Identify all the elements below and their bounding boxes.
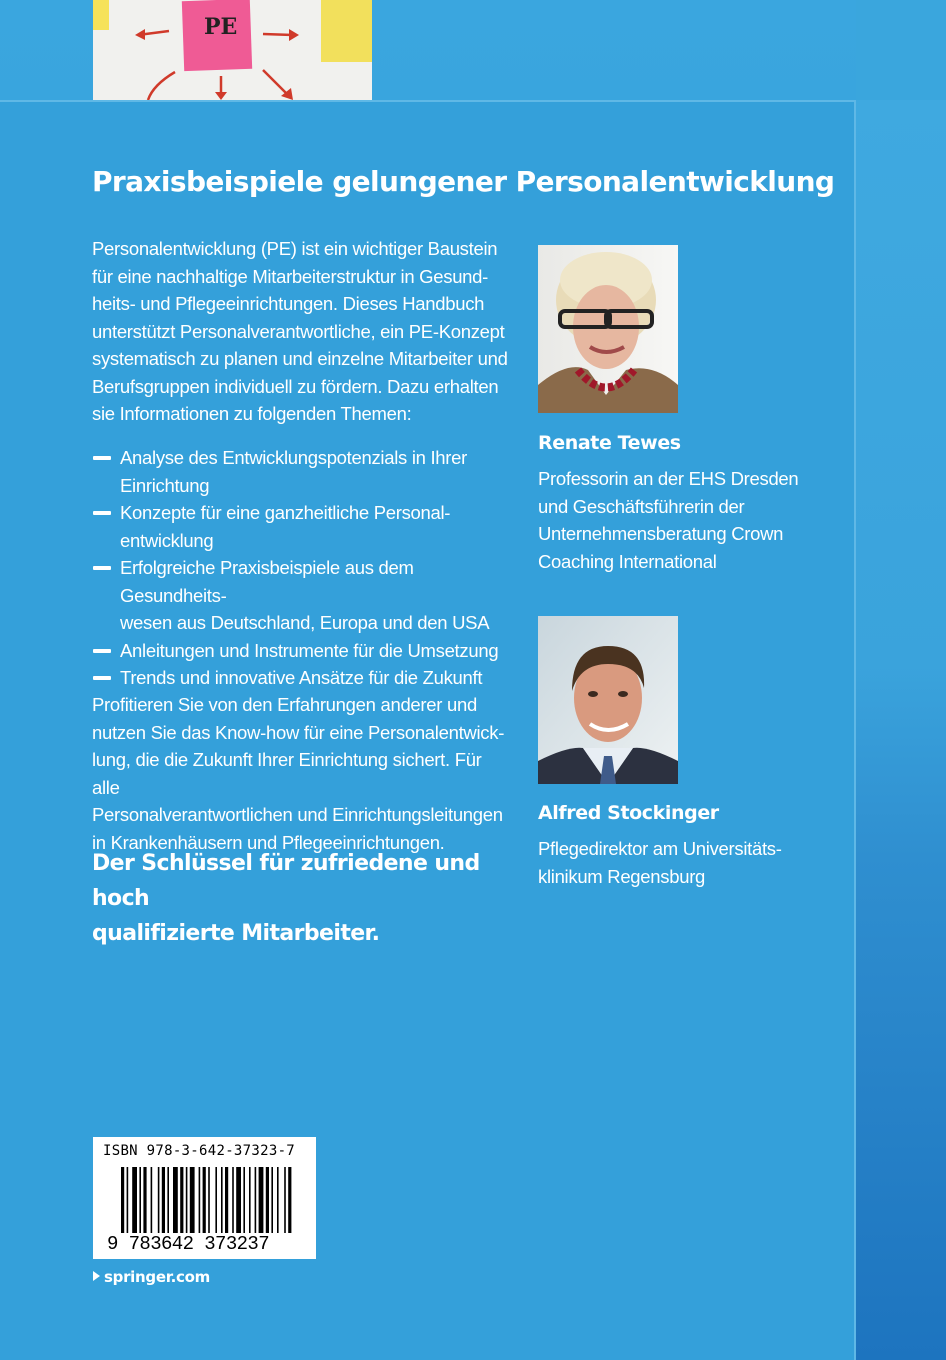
author-photo-renate-tewes [538,245,678,413]
outro-line: nutzen Sie das Know-how für eine Personalentwick- [92,721,505,743]
topic-line: wesen aus Deutschland, Europa und den USA [120,612,490,633]
author-desc-line: und Geschäftsführerin der [538,495,745,517]
author-desc-line: klinikum Regensburg [538,865,706,887]
outro-line: Personalverantwortlichen und Einrichtungsleitungen [92,804,503,825]
topic-line: Anleitungen und Instrumente für die Umsetzung [120,639,499,661]
cover-note-label: PE [204,14,238,40]
publisher-url: springer.com [104,1268,210,1286]
intro-line: sie Informationen zu folgenden Themen: [92,403,412,424]
background-band [856,100,946,1360]
topic-line: Trends und innovative Ansätze für die Zukunft [120,667,483,688]
cover-photo [93,0,372,100]
topic-line: Analyse des Entwicklungspotenzials in Ihrer [120,447,468,468]
dash-bullet-icon [93,566,111,570]
topic-line: Einrichtung [120,474,210,496]
tagline [92,846,532,951]
author-description [538,835,838,890]
outro-line: lung, die die Zukunft Ihrer Einrichtung sichert. Für alle [92,749,482,798]
dash-bullet-icon [93,676,111,680]
intro-line: unterstützt Personalverantwortliche, ein PE-Konzept [92,320,505,342]
intro-line: heits- und Pflegeeinrichtungen. Dieses Handbuch [92,293,485,314]
topic-list-item [92,554,512,637]
topic-line: Erfolgreiche Praxisbeispiele aus dem Gesundheits- [120,557,414,606]
intro-line: systematisch zu planen und einzelne Mitarbeiter und [92,348,508,369]
arrow-right-icon [93,1271,100,1281]
topic-list-item [92,664,512,692]
topic-line: Konzepte für eine ganzheitliche Personal- [120,502,451,523]
tagline-line: Der Schlüssel für zufriedene und hoch [92,851,480,911]
author-name: Renate Tewes [538,432,681,454]
outro-line: in Krankenhäusern und Pflegeeinrichtungen. [92,831,445,853]
topic-list-item [92,499,512,554]
author-desc-line: Coaching International [538,550,717,572]
tagline-line: qualifizierte Mitarbeiter. [92,921,380,946]
dash-bullet-icon [93,511,111,515]
intro-line: für eine nachhaltige Mitarbeiterstruktur in Gesund- [92,265,489,287]
author-desc-line: Professorin an der EHS Dresden [538,468,799,489]
background-band-top [856,0,946,100]
dash-bullet-icon [93,456,111,460]
intro-paragraph [92,235,512,428]
topic-list [92,444,512,692]
back-cover-title: Praxisbeispiele gelungener Personalentwicklung [92,165,835,198]
author-name: Alfred Stockinger [538,802,719,824]
dash-bullet-icon [93,649,111,653]
topic-list-item [92,444,512,499]
topic-line: entwicklung [120,529,214,551]
isbn-text: ISBN 978-3-642-37323-7 [103,1143,296,1159]
author-description [538,465,838,575]
intro-line: Berufsgruppen individuell zu fördern. Dazu erhalten [92,375,499,397]
isbn-barcode [93,1137,316,1259]
outro-line: Profitieren Sie von den Erfahrungen anderer und [92,694,477,715]
author-photo-alfred-stockinger [538,616,678,784]
outro-paragraph [92,691,512,856]
publisher-link[interactable] [93,1268,210,1286]
author-desc-line: Pflegedirektor am Universitäts- [538,838,782,859]
topic-list-item [92,637,512,665]
author-desc-line: Unternehmensberatung Crown [538,523,784,544]
barcode-digits: 9 783642 373237 [107,1233,270,1255]
intro-line: Personalentwicklung (PE) ist ein wichtiger Baustein [92,238,498,259]
